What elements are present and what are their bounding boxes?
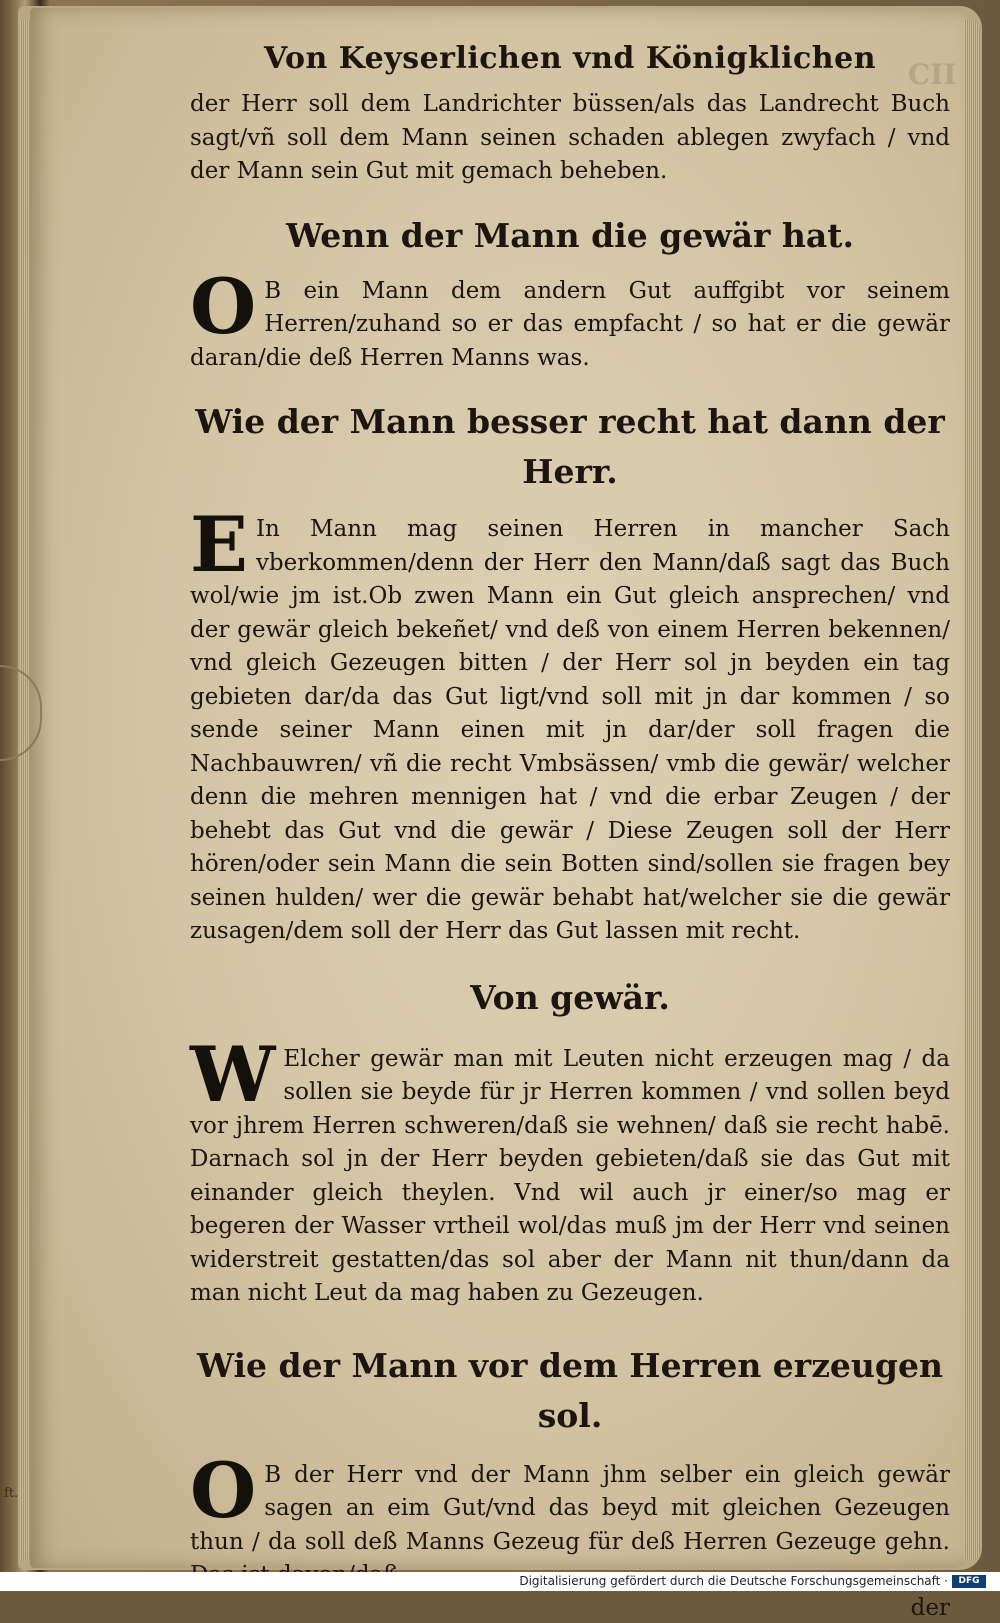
section-3-initial: W: [190, 1029, 276, 1119]
folio-ghost: CII: [908, 58, 957, 91]
section-4-heading: Wie der Mann vor dem Herren erzeugen sol.: [197, 1345, 943, 1435]
section-1-heading: Wenn der Mann die gewär hat.: [285, 215, 855, 255]
section-1-initial: O: [190, 261, 257, 351]
section-1: [190, 261, 950, 376]
section-3-heading: Von gewär.: [470, 977, 670, 1017]
page-edges-left: [20, 20, 30, 1560]
footer-credit: Digitalisierung gefördert durch die Deutsche Forschungsgemeinschaft ·: [519, 1574, 948, 1588]
section-2-initial: E: [190, 500, 248, 589]
section-4-text: B der Herr vnd der Mann jhm selber ein gleich gewär sagen an eim Gut/vnd das beyd mit gleichen Gezeugen thun / da soll deß Manns Gezeug für deß Herren Gezeuge gehn.: [190, 1461, 950, 1555]
dfg-logo[interactable]: DFG: [952, 1575, 986, 1588]
section-3-text: Elcher gewär man mit Leuten nicht erzeugen mag / da sollen sie beyde für jr Herren kommen / vnd sollen beyd vor jhrem Herren schweren/daß sie wehnen/ daß sie recht habē. Darnach sol jn der Herr beyden gebieten/daß sie das Gut mit einander gleich theylen. Vnd wil auch jr einer/so mag er begeren der Wasser vrtheil wol/das muß jm der Herr vnd seinen widerstreit gestatten/das sol aber der Mann nit thun/dann da man nicht Leut da mag haben zu Gezeugen.: [190, 1045, 950, 1306]
section-2-text: In Mann mag seinen Herren in mancher Sach vberkommen/denn der Herr den Mann/daß sagt das Buch wol/wie jm ist.Ob zwen Mann ein Gut gleich ansprechen/ vnd der gewär gleich bekeñet/ vnd deß von einem Herren bekennen/ vnd gleich Gezeugen bitten / der Herr sol jn beyden ein tag gebieten dar/da das Gut ligt/vnd soll mit jn dar kommen / so sende seiner Mann einen mit jn dar/der soll fragen die Nachbauwren/ vñ die recht Vmbsässen/ vmb die gewär/ welcher denn die mehren mennigen hat / vnd die erbar Zeugen / der behebt das Gut vnd die gewär / Diese Zeugen soll der Herr hören/oder sein Mann die sein Botten sind/sollen sie fragen bey seinen hulden/ wer die gewär behabt hat/welcher sie die gewär zusagen/dem soll der Herr das Gut lassen mit recht.: [190, 516, 950, 944]
page-text: [190, 34, 950, 1623]
section-2: [190, 500, 950, 949]
margin-mark: ft.: [4, 1486, 19, 1501]
footer-bar: [0, 1572, 1000, 1591]
section-3: [190, 1029, 950, 1311]
catchword: der: [910, 1594, 950, 1621]
section-1-text: B ein Mann dem andern Gut auffgibt vor seinem Herren/zuhand so er das empfacht / so hat er die gewär daran/die deß Herren Manns was.: [190, 277, 950, 371]
section-4-initial: O: [190, 1445, 257, 1535]
running-head: Von Keyserlichen vnd Königklichen: [263, 41, 877, 76]
section-0-text: der Herr soll dem Landrichter büssen/als das Landrecht Buch sagt/vñ soll dem Mann seinen schaden ablegen zwyfach / vnd der Mann sein Gut mit gemach beheben.: [190, 91, 950, 184]
section-2-heading: Wie der Mann besser recht hat dann der Herr.: [195, 402, 945, 491]
page-edges-right: [964, 20, 980, 1560]
